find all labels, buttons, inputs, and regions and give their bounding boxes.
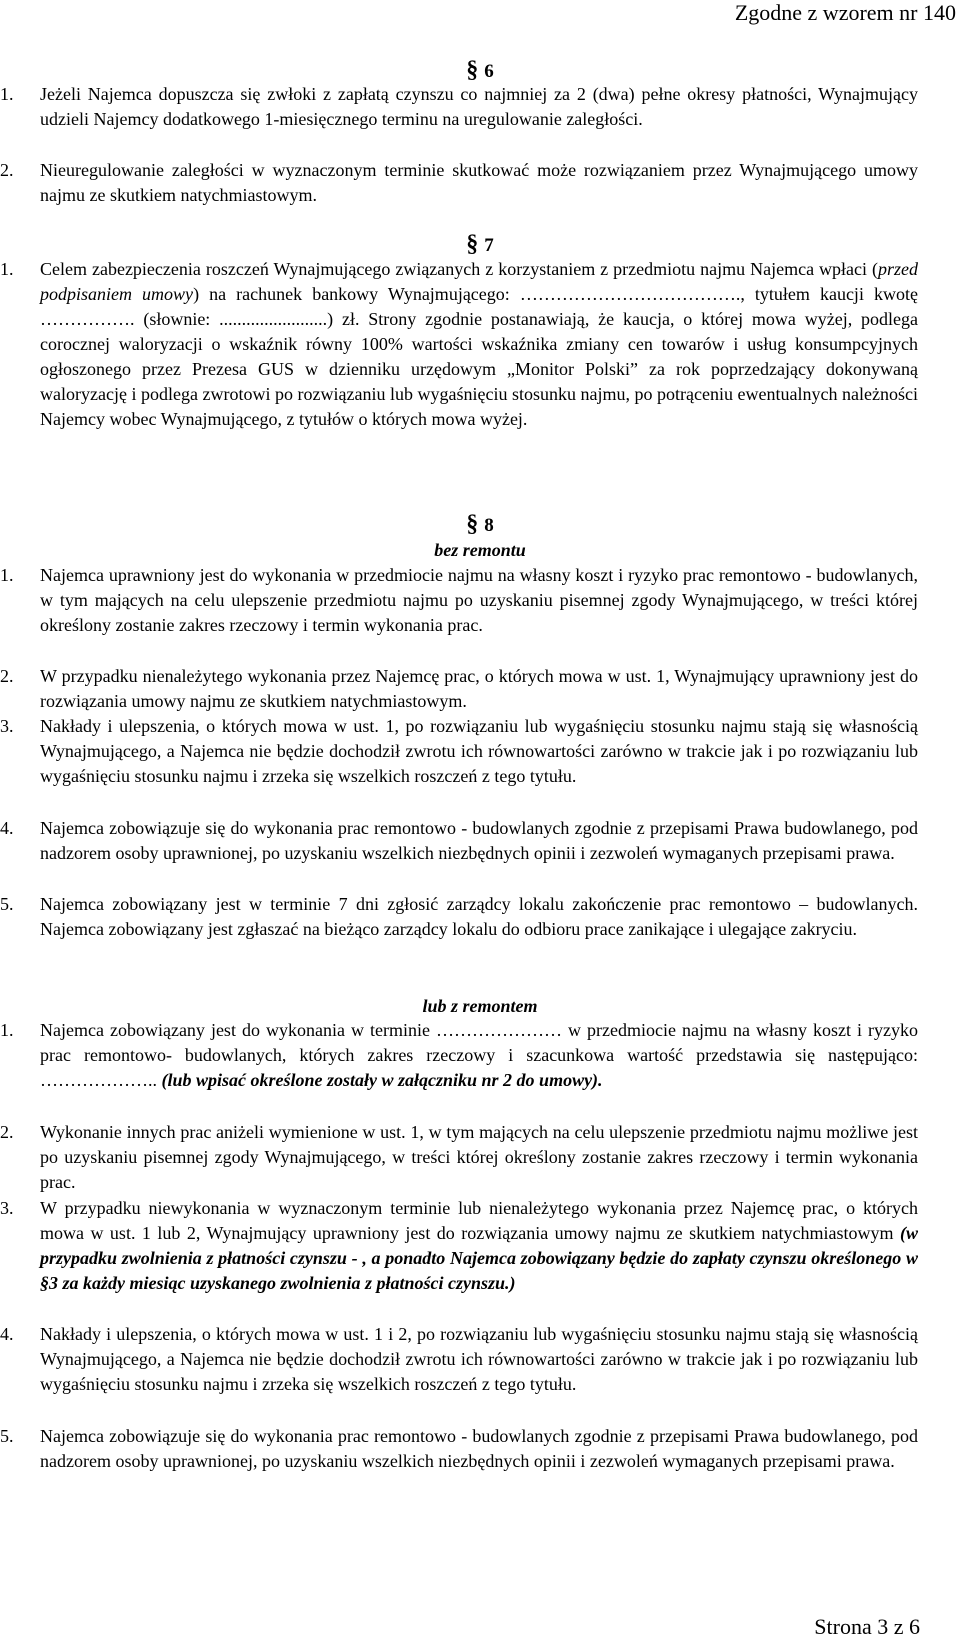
section-6-item-2: 2. Nieuregulowanie zaległości w wyznaczonym terminie skutkować może rozwiązaniem przez Wynajmującego umowy najmu ze skutkiem natychmiastowym. (0, 160, 918, 205)
section-6-title: § 6 (466, 57, 494, 83)
section-8-title: § 8 (466, 511, 494, 537)
variant-b-subtitle: lub z remontem (422, 996, 538, 1016)
section-6-item-1: 1. Jeżeli Najemca dopuszcza się zwłoki z zapłatą czynszu co najmniej za 2 (dwa) pełne okresy płatności, Wynajmujący udzieli Najemcy dodatkowego 1-miesięcznego terminu na uregulowanie zaległości. (0, 84, 918, 129)
page-header: Zgodne z wzorem nr 140 (734, 0, 956, 25)
variant-a-subtitle: bez remontu (434, 540, 526, 560)
page-footer: Strona 3 z 6 (814, 1614, 920, 1639)
section-7-item-1: 1. Celem zabezpieczenia roszczeń Wynajmującego związanych z korzystaniem z przedmiotu najmu Najemca wpłaci (przed podpisaniem umowy) na rachunek bankowy Wynajmującego: ………………………………., tytułem kaucji kwotę ……………. (słownie: ........................) zł. Strony zgodnie postanawiają, że kaucja, o której mowa wyżej, podlega corocznej waloryzacji o wskaźnik równy 100% wartości wskaźnika zmiany cen towarów i usług konsumpcyjnych ogłoszonego przez Prezesa GUS w dzienniku urzędowym „Monitor Polski” za rok poprzedzający dokonywaną waloryzację i podlega zwrotowi po rozwiązaniu lub wygaśnięciu stosunku najmu, po potrąceniu ewentualnych należności Najemcy wobec Wynajmującego, z tytułów o których mowa wyżej. (0, 259, 918, 429)
section-8b-item-5: 5. Najemca zobowiązuje się do wykonania prac remontowo - budowlanych zgodnie z przepisami Prawa budowlanego, pod nadzorem osoby uprawnionej, po uzyskaniu wszelkich niezbędnych opinii i zezwoleń wymaganych przepisami prawa. (0, 1426, 918, 1471)
section-8a-item-2: 2. W przypadku nienależytego wykonania przez Najemcę prac, o których mowa w ust. 1, Wynajmujący uprawniony jest do rozwiązania umowy najmu ze skutkiem natychmiastowym. (0, 666, 918, 711)
section-8b-item-4: 4. Nakłady i ulepszenia, o których mowa w ust. 1 i 2, po rozwiązaniu lub wygaśnięciu stosunku najmu stają się własnością Wynajmującego, a Najemca nie będzie dochodził zwrotu ich równowartości zarówno w trakcie jak i po rozwiązaniu lub wygaśnięciu stosunku najmu i zrzeka się wszelkich roszczeń z tego tytułu. (0, 1324, 918, 1394)
section-symbol: § (466, 511, 479, 537)
section-symbol: § (466, 57, 479, 83)
section-8b-item-2: 2. Wykonanie innych prac aniżeli wymienione w ust. 1, w tym mających na celu ulepszenie przedmiotu najmu możliwe jest po uzyskaniu pisemnej zgody Wynajmującego, w treści której określony zostanie zakres rzeczowy i termin wykonania prac. (0, 1122, 918, 1192)
section-8a-item-4: 4. Najemca zobowiązuje się do wykonania prac remontowo - budowlanych zgodnie z przepisami Prawa budowlanego, pod nadzorem osoby uprawnionej, po uzyskaniu wszelkich niezbędnych opinii i zezwoleń wymaganych przepisami prawa. (0, 818, 918, 863)
section-7-title: § 7 (466, 231, 494, 257)
section-8a-item-5: 5. Najemca zobowiązany jest w terminie 7 dni zgłosić zarządcy lokalu zakończenie prac remontowo – budowlanych. Najemca zobowiązany jest zgłaszać na bieżąco zarządcy lokalu do odbioru prace zanikające i ulegające zakryciu. (0, 894, 918, 939)
section-symbol: § (466, 231, 479, 257)
section-8b-item-1: 1. Najemca zobowiązany jest do wykonania w terminie ………………… w przedmiocie najmu na własny koszt i ryzyko prac remontowo- budowlanych, których zakres rzeczowy i szacunkowa wartość przedstawia się następująco: ……………….. (lub wpisać określone zostały w załączniku nr 2 do umowy). (0, 1020, 918, 1090)
section-8a-item-1: 1. Najemca uprawniony jest do wykonania w przedmiocie najmu na własny koszt i ryzyko prac remontowo - budowlanych, w tym mających na celu ulepszenie przedmiotu najmu po uzyskaniu pisemnej zgody Wynajmującego, w treści której określony zostanie zakres rzeczowy i termin wykonania prac. (0, 565, 918, 635)
section-8a-item-3: 3. Nakłady i ulepszenia, o których mowa w ust. 1, po rozwiązaniu lub wygaśnięciu stosunku najmu stają się własnością Wynajmującego, a Najemca nie będzie dochodził zwrotu ich równowartości zarówno w trakcie jak i po rozwiązaniu lub wygaśnięciu stosunku najmu i zrzeka się wszelkich roszczeń z tego tytułu. (0, 716, 918, 786)
section-8b-item-3: 3. W przypadku niewykonania w wyznaczonym terminie lub nienależytego wykonania przez Najemcę prac, o których mowa w ust. 1 lub 2, Wynajmujący uprawniony jest do rozwiązania umowy najmu ze skutkiem natychmiastowym (w przypadku zwolnienia z płatności czynszu - , a ponadto Najemca zobowiązany będzie do zapłaty czynszu określonego w §3 za każdy miesiąc uzyskanego zwolnienia z płatności czynszu.) (0, 1198, 918, 1293)
